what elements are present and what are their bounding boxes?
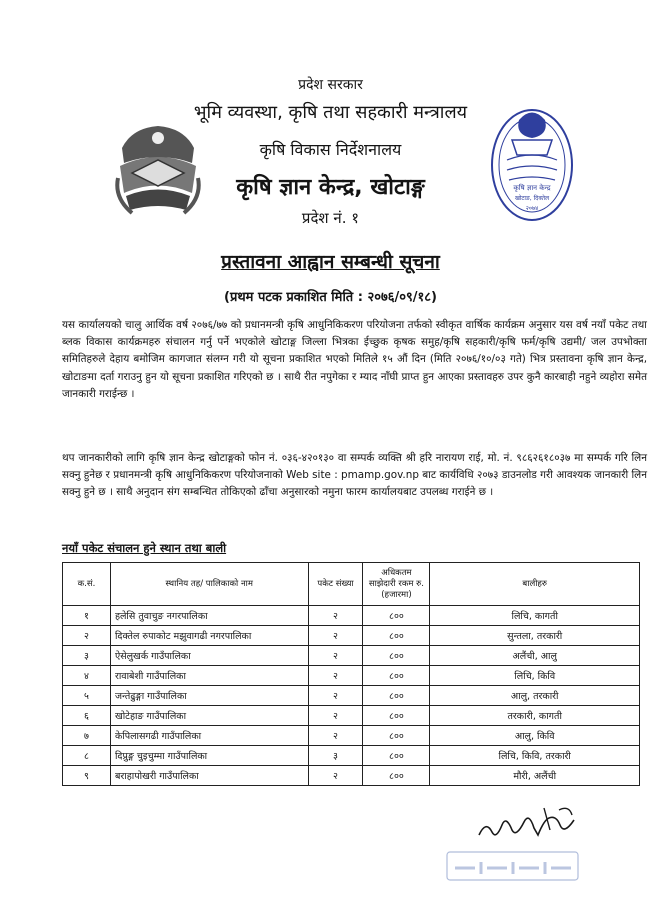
nepal-emblem-icon (112, 118, 204, 218)
pocket-locations-table (62, 562, 640, 786)
header-crops: बालीहरु (430, 563, 640, 606)
cell-place: दिक्तेल रुपाकोट मझुवागढी नगरपालिका (110, 626, 308, 646)
cell-place: केपिलासगढी गाउँपालिका (110, 726, 308, 746)
cell-pockets: २ (308, 626, 363, 646)
cell-crops: आलु, तरकारी (430, 686, 640, 706)
header-ministry: भूमि व्यवस्था, कृषि तथा सहकारी मन्त्रालय (193, 102, 468, 123)
cell-sn: ७ (63, 726, 111, 746)
cell-amount: ८०० (363, 666, 430, 686)
office-seal-icon (487, 100, 577, 230)
cell-place: दिप्रुङ्ग चुइचुम्मा गाउँपालिका (110, 746, 308, 766)
table-row (63, 686, 640, 706)
cell-pockets: २ (308, 646, 363, 666)
cell-place: बराहापोखरी गाउँपालिका (110, 766, 308, 786)
cell-crops: अलैंची, आलु (430, 646, 640, 666)
cell-crops: लिचि, किवि (430, 666, 640, 686)
header-directorate: कृषि विकास निर्देशनालय (259, 140, 402, 159)
cell-amount: ८०० (363, 746, 430, 766)
seal-subtext: खोटाङ, दिक्तेल (514, 195, 550, 202)
table-row (63, 726, 640, 746)
cell-amount: ८०० (363, 626, 430, 646)
table-row (63, 746, 640, 766)
cell-crops: सुन्तला, तरकारी (430, 626, 640, 646)
cell-pockets: २ (308, 726, 363, 746)
notice-paragraph-1: यस कार्यालयको चालु आर्थिक वर्ष २०७६/७७ को प्रधानमन्त्री कृषि आधुनिकिकरण परियोजना तर्फको स्वीकृत वार्षिक कार्यक्रम अनुसार यस वर्ष नयाँ पकेट तथा ब्लक विकास कार्यक्रमहरु संचालन गर्नु पर्ने भएकोले खोटाङ्ग जिल्ला भित्रका ईच्छुक कृषक समुह/कृषि सहकारी/कृषि फर्म/कृषि उद्यमी/ जल उपभोक्ता समितिहरुले देहाय बमोजिम कागजात संलग्न गरी यो सूचना प्रकाशित भएको मितिले १५ औं दिन (मिति २०७६/१०/०३ गते) भित्र प्रस्तावना कृषि ज्ञान केन्द्र, खोटाङमा दर्ता गराउनु हुन यो सूचना प्रकाशित गरिएको छ । साथै रीत नपुगेका र म्याद नाँघी प्राप्त हुन आएका प्रस्तावहरु उपर कुनै कारबाही नहुने व्यहोरा समेत जानकारी गराईन्छ । (62, 319, 647, 400)
header-line-1: प्रदेश सरकार (298, 77, 363, 93)
table-row (63, 766, 640, 786)
cell-amount: ८०० (363, 706, 430, 726)
cell-place: रावाबेशी गाउँपालिका (110, 666, 308, 686)
cell-crops: तरकारी, कागती (430, 706, 640, 726)
notice-title: प्रस्तावना आह्वान सम्बन्धी सूचना (221, 251, 440, 273)
cell-sn: ८ (63, 746, 111, 766)
cell-amount: ८०० (363, 606, 430, 626)
cell-amount: ८०० (363, 766, 430, 786)
table-header-row (63, 563, 640, 606)
header-province: प्रदेश नं. १ (301, 209, 360, 227)
seal-year: २०७४ (525, 205, 539, 212)
faded-stamp-icon (445, 848, 580, 884)
publication-date: (प्रथम पटक प्रकाशित मिति : २०७६/०९/१८) (224, 290, 437, 305)
cell-amount: ८०० (363, 726, 430, 746)
header-pocket-count: पकेट संख्या (308, 563, 363, 606)
cell-sn: ४ (63, 666, 111, 686)
cell-amount: ८०० (363, 646, 430, 666)
table-row (63, 606, 640, 626)
cell-place: जन्तेढुङ्गा गाउँपालिका (110, 686, 308, 706)
cell-sn: ९ (63, 766, 111, 786)
cell-pockets: २ (308, 606, 363, 626)
cell-sn: ६ (63, 706, 111, 726)
cell-pockets: २ (308, 686, 363, 706)
cell-pockets: २ (308, 666, 363, 686)
header-max-amount: अधिकतम साझेदारी रकम रु.(हजारमा) (363, 563, 430, 606)
table-row (63, 626, 640, 646)
cell-crops: मौरी, अलैंची (430, 766, 640, 786)
cell-crops: आलु, किवि (430, 726, 640, 746)
cell-amount: ८०० (363, 686, 430, 706)
cell-sn: ३ (63, 646, 111, 666)
header-serial-number: क.सं. (63, 563, 111, 606)
table-row (63, 666, 640, 686)
notice-paragraph-2: थप जानकारीको लागि कृषि ज्ञान केन्द्र खोटाङ्गको फोन नं. ०३६-४२०१३० वा सम्पर्क व्यक्ति श्री हरि नारायण राई, मो. नं. ९८६२६१८०३७ मा सम्पर्क गरि लिन सक्नु हुनेछ र प्रधानमन्त्री कृषि आधुनिकिकरण परियोजनाको Web site : pmamp.gov.np बाट कार्यविधि २०७३ डाउनलोड गरी आवश्यक जानकारी लिन सक्नु हुने छ । साथै अनुदान संग सम्बन्धित तोकिएको ढाँचा अनुसारको नमुना फारम कार्यालयबाट उपलब्ध गराईने छ । (62, 452, 647, 499)
cell-place: हलेसि तुवाचुङ नगरपालिका (110, 606, 308, 626)
cell-sn: ५ (63, 686, 111, 706)
table-title: नयाँ पकेट संचालन हुने स्थान तथा बाली (62, 541, 227, 555)
table-row (63, 706, 640, 726)
cell-crops: लिचि, कागती (430, 606, 640, 626)
cell-pockets: २ (308, 766, 363, 786)
cell-place: ऐसेलुखर्क गाउँपालिका (110, 646, 308, 666)
cell-place: खोटेहाङ गाउँपालिका (110, 706, 308, 726)
header-local-level: स्थानिय तह/ पालिकाको नाम (110, 563, 308, 606)
cell-sn: १ (63, 606, 111, 626)
header-office-name: कृषि ज्ञान केन्द्र, खोटाङ्ग (236, 175, 425, 200)
table-row (63, 646, 640, 666)
cell-pockets: ३ (308, 746, 363, 766)
cell-crops: लिचि, किवि, तरकारी (430, 746, 640, 766)
cell-pockets: २ (308, 706, 363, 726)
seal-text: कृषि ज्ञान केन्द्र (513, 184, 551, 192)
signature-icon (474, 800, 584, 850)
cell-sn: २ (63, 626, 111, 646)
